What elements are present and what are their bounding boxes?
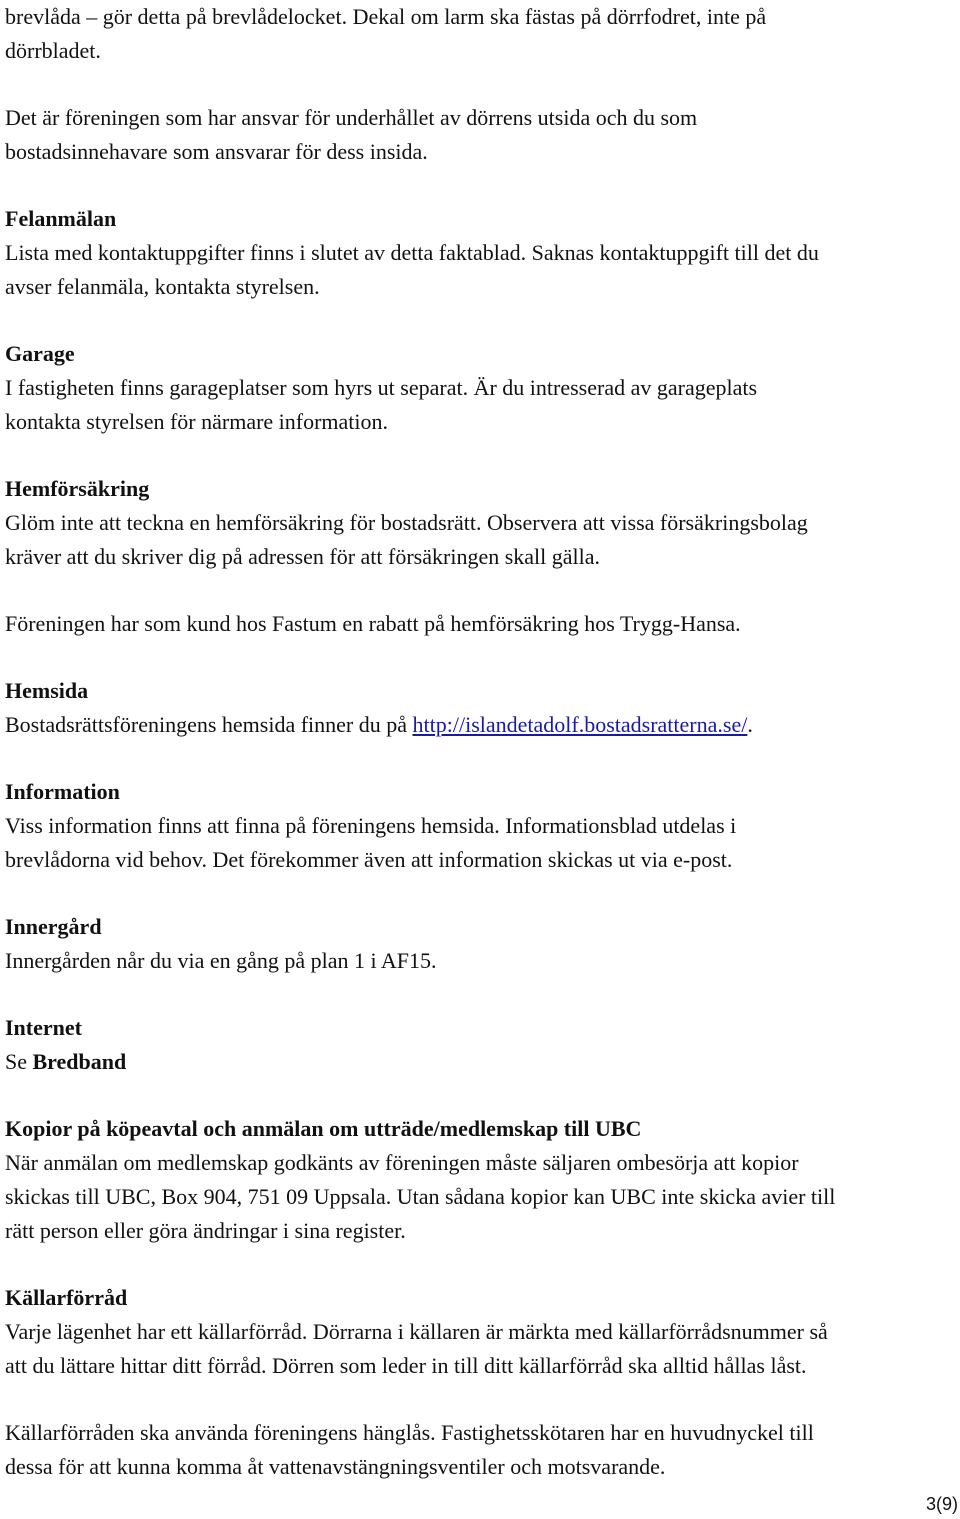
body-text: skickas till UBC, Box 904, 751 09 Uppsala. Utan sådana kopior kan UBC inte skicka avier till (5, 1184, 836, 1209)
section-heading: Hemförsäkring (5, 476, 150, 501)
body-text: Det är föreningen som har ansvar för underhållet av dörrens utsida och du som (5, 105, 698, 130)
body-text: brevlåda – gör detta på brevlådelocket. Dekal om larm ska fästas på dörrfodret, inte på (5, 4, 767, 29)
felanmalan-section (5, 202, 960, 337)
innergard-section (5, 910, 960, 1011)
body-text (5, 1045, 960, 1079)
document-page (5, 0, 960, 1484)
hemsida-text: Bostadsrättsföreningens hemsida finner du på (5, 712, 413, 737)
page-number: 3(9) (925, 1494, 958, 1514)
body-text: dörrbladet. (5, 38, 101, 63)
body-text (5, 708, 960, 742)
body-text: bostadsinnehavare som ansvarar för dess insida. (5, 139, 428, 164)
kopior-section (5, 1112, 960, 1281)
hemsida-period: . (747, 712, 753, 737)
section-heading: Innergård (5, 914, 102, 939)
section-heading: Information (5, 779, 120, 804)
section-heading: Garage (5, 341, 75, 366)
body-text: Viss information finns att finna på föreningens hemsida. Informationsblad utdelas i (5, 813, 737, 838)
body-text: avser felanmäla, kontakta styrelsen. (5, 274, 320, 299)
body-text: dessa för att kunna komma åt vattenavstängningsventiler och motsvarande. (5, 1454, 666, 1479)
body-text: I fastigheten finns garageplatser som hyrs ut separat. Är du intresserad av garageplats (5, 375, 758, 400)
information-section (5, 775, 960, 910)
section-heading: Hemsida (5, 678, 89, 703)
body-text: att du lättare hittar ditt förråd. Dörren som leder in till ditt källarförråd ska alltid hållas låst. (5, 1353, 807, 1378)
body-text: kräver att du skriver dig på adressen för att försäkringen skall gälla. (5, 544, 601, 569)
section-heading: Internet (5, 1015, 82, 1040)
body-text: När anmälan om medlemskap godkänts av föreningen måste säljaren ombesörja att kopior (5, 1150, 799, 1175)
body-text: Föreningen har som kund hos Fastum en rabatt på hemförsäkring hos Trygg-Hansa. (5, 611, 741, 636)
hemsida-section (5, 674, 960, 775)
intro-section (5, 0, 960, 202)
see-prefix: Se (5, 1049, 33, 1074)
section-heading: Källarförråd (5, 1285, 128, 1310)
body-text: Lista med kontaktuppgifter finns i slutet av detta faktablad. Saknas kontaktuppgift till det du (5, 240, 819, 265)
internet-section (5, 1011, 960, 1112)
body-text: Varje lägenhet har ett källarförråd. Dörrarna i källaren är märkta med källarförrådsnummer så (5, 1319, 828, 1344)
body-text: Innergården når du via en gång på plan 1 i AF15. (5, 948, 437, 973)
section-heading: Felanmälan (5, 206, 117, 231)
body-text: Glöm inte att teckna en hemförsäkring för bostadsrätt. Observera att vissa försäkringsbolag (5, 510, 808, 535)
hemforsakring-section (5, 472, 960, 674)
body-text: rätt person eller göra ändringar i sina register. (5, 1218, 406, 1243)
kallarforrad-section (5, 1281, 960, 1484)
body-text: kontakta styrelsen för närmare information. (5, 409, 389, 434)
garage-section (5, 337, 960, 472)
section-heading: Kopior på köpeavtal och anmälan om utträde/medlemskap till UBC (5, 1116, 642, 1141)
see-reference: Bredband (32, 1049, 127, 1074)
body-text: brevlådorna vid behov. Det förekommer även att information skickas ut via e-post. (5, 847, 733, 872)
homepage-link[interactable]: http://islandetadolf.bostadsratterna.se/ (412, 712, 748, 737)
body-text: Källarförråden ska använda föreningens hänglås. Fastighetsskötaren har en huvudnyckel till (5, 1420, 814, 1445)
